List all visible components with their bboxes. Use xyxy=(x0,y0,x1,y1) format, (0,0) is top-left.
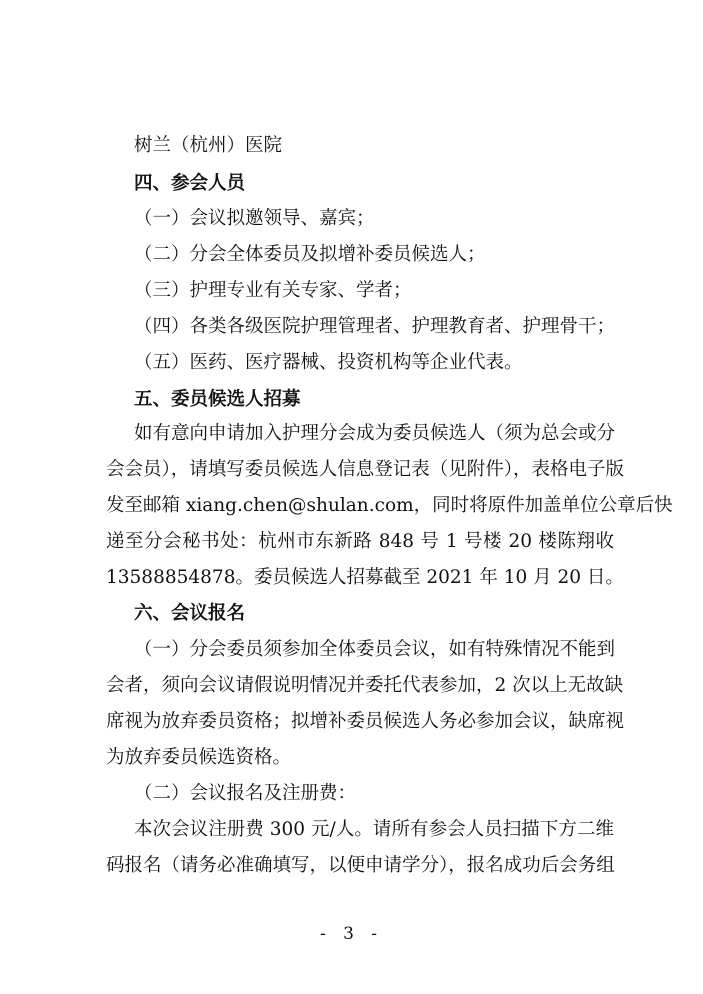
list-item: （五）医药、医疗器械、投资机构等企业代表。 xyxy=(134,352,523,373)
paragraph-line: 如有意向申请加入护理分会成为委员候选人（须为总会或分 xyxy=(134,423,616,444)
list-item: （四）各类各级医院护理管理者、护理教育者、护理骨干； xyxy=(134,316,616,337)
section-heading: 五、委员候选人招募 xyxy=(134,389,301,410)
section-heading: 六、会议报名 xyxy=(134,603,246,624)
paragraph-line: 树兰（杭州）医院 xyxy=(134,135,283,156)
paragraph-line: （一）分会委员须参加全体委员会议，如有特殊情况不能到 xyxy=(134,639,616,660)
paragraph-line: 席视为放弃委员资格；拟增补委员候选人务必参加会议，缺席视 xyxy=(106,711,625,732)
paragraph-line: 递至分会秘书处：杭州市东新路 848 号 1 号楼 20 楼陈翔收 xyxy=(106,531,614,552)
list-item: （三）护理专业有关专家、学者； xyxy=(134,280,412,301)
section-heading: 四、参会人员 xyxy=(134,173,246,194)
paragraph-line: 为放弃委员候选资格。 xyxy=(106,747,292,768)
paragraph-line: 13588854878。委员候选人招募截至 2021 年 10 月 20 日。 xyxy=(106,567,624,588)
paragraph-line: 会者，须向会议请假说明情况并委托代表参加，2 次以上无故缺 xyxy=(106,675,624,696)
list-item: （一）会议拟邀领导、嘉宾； xyxy=(134,208,375,229)
list-item: （二）分会全体委员及拟增补委员候选人； xyxy=(134,244,486,265)
paragraph-line: 本次会议注册费 300 元/人。请所有参会人员扫描下方二维 xyxy=(134,819,614,840)
page-number: - 3 - xyxy=(319,924,384,944)
paragraph-line: 发至邮箱 xiang.chen@shulan.com，同时将原件加盖单位公章后快 xyxy=(106,495,673,516)
list-item: （二）会议报名及注册费： xyxy=(134,783,357,804)
paragraph-line: 码报名（请务必准确填写，以便申请学分），报名成功后会务组 xyxy=(106,855,615,876)
paragraph-line: 会会员），请填写委员候选人信息登记表（见附件），表格电子版 xyxy=(106,459,625,480)
